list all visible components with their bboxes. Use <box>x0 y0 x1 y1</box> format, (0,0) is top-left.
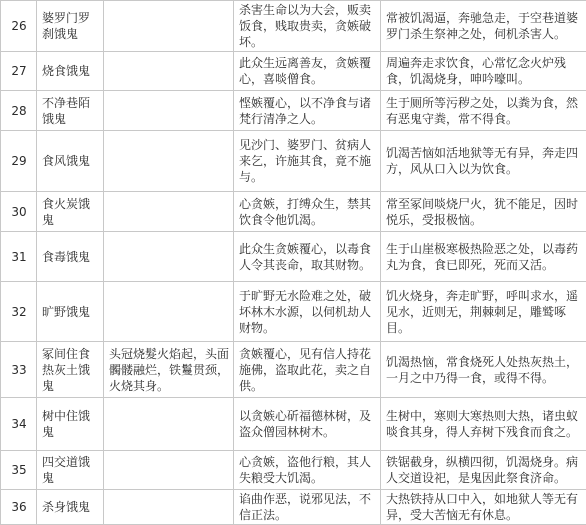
ghost-cause: 此众生贪嫉覆心，以毒食人令其丧命，取其财物。 <box>234 232 381 282</box>
ghost-name: 冢间住食热灰土饿鬼 <box>37 342 104 398</box>
table-row <box>1 192 586 232</box>
ghost-appearance <box>104 232 234 282</box>
ghost-appearance <box>104 282 234 342</box>
ghost-appearance: 头冠烧髮火焰起，头面髑髅融烂，铁鬘贯颈，火烧其身。 <box>104 342 234 398</box>
table-row <box>1 131 586 192</box>
ghost-result: 周遍奔走求饮食，心常忆念火炉残食，饥渴烧身，呻吟嚎叫。 <box>381 52 586 91</box>
ghost-name: 四交道饿鬼 <box>37 451 104 490</box>
table-row <box>1 398 586 451</box>
ghost-cause: 以贪嫉心斫福德林树，及盗众僧园林树木。 <box>234 398 381 451</box>
ghost-cause: 杀害生命以为大会，贩卖饭食，贱取贵卖，贪嫉破坏。 <box>234 1 381 52</box>
ghost-result: 生于山崖极寒极热险恶之处，以毒药丸为食，食已即死，死而又活。 <box>381 232 586 282</box>
ghost-cause: 贪嫉覆心，见有信人持花施佛，盗取此花，卖之自供。 <box>234 342 381 398</box>
row-number: 31 <box>1 232 37 282</box>
ghost-appearance <box>104 451 234 490</box>
row-number: 32 <box>1 282 37 342</box>
ghost-result: 常至冢间啖烧尸火，犹不能足，因时悦乐，受报极恼。 <box>381 192 586 232</box>
ghost-result: 饥渴苦恼如活地狱等无有异，奔走四方，风从口入以为饮食。 <box>381 131 586 192</box>
ghost-cause: 谄曲作恶，说邪见法，不信正法。 <box>234 490 381 525</box>
row-number: 34 <box>1 398 37 451</box>
table-row <box>1 52 586 91</box>
ghost-appearance <box>104 398 234 451</box>
ghost-cause: 心贪嫉，打缚众生，禁其饮食令他饥渴。 <box>234 192 381 232</box>
ghost-result: 生于厕所等污秽之处，以粪为食，然有恶鬼守粪，常不得食。 <box>381 91 586 131</box>
row-number: 36 <box>1 490 37 525</box>
row-number: 29 <box>1 131 37 192</box>
ghost-name: 烧食饿鬼 <box>37 52 104 91</box>
table-row <box>1 91 586 131</box>
row-number: 35 <box>1 451 37 490</box>
table-row <box>1 342 586 398</box>
table-row <box>1 232 586 282</box>
ghost-appearance <box>104 490 234 525</box>
table-row <box>1 451 586 490</box>
ghost-result: 常被饥渴逼，奔驰急走，于空巷道婆罗门杀生祭神之处，伺机杀害人。 <box>381 1 586 52</box>
ghost-cause: 心贪嫉，盗他行粮，其人失粮受大饥渴。 <box>234 451 381 490</box>
ghost-result: 饥火烧身，奔走旷野，呼叫求水，遥见水，近则无，荆棘刺足，雕鹫啄目。 <box>381 282 586 342</box>
ghost-cause: 悭嫉覆心，以不净食与诸梵行清净之人。 <box>234 91 381 131</box>
row-number: 33 <box>1 342 37 398</box>
ghost-result: 生树中，寒则大寒热则大热，诸虫蚁啖食其身，得人弃树下残食而食之。 <box>381 398 586 451</box>
ghost-name: 不净巷陌饿鬼 <box>37 91 104 131</box>
ghost-name: 食火炭饿鬼 <box>37 192 104 232</box>
ghost-name: 食毒饿鬼 <box>37 232 104 282</box>
table-row <box>1 490 586 525</box>
ghost-appearance <box>104 192 234 232</box>
ghost-appearance <box>104 52 234 91</box>
row-number: 30 <box>1 192 37 232</box>
ghost-result: 铁锯截身，纵横四彻，饥渴烧身。病人交道设祀，是鬼因此祭食济命。 <box>381 451 586 490</box>
table-body <box>1 1 586 525</box>
ghost-result: 大热铁持从口中入，如地狱人等无有异，受大苦恼无有休息。 <box>381 490 586 525</box>
ghost-name: 旷野饿鬼 <box>37 282 104 342</box>
ghost-name: 树中住饿鬼 <box>37 398 104 451</box>
table-row <box>1 282 586 342</box>
row-number: 28 <box>1 91 37 131</box>
row-number: 27 <box>1 52 37 91</box>
ghost-name: 食风饿鬼 <box>37 131 104 192</box>
ghost-name: 杀身饿鬼 <box>37 490 104 525</box>
ghost-cause: 于旷野无水险难之处，破坏林木水源，以伺机劫人财物。 <box>234 282 381 342</box>
ghost-cause: 此众生远离善友，贪嫉覆心，喜啖僧食。 <box>234 52 381 91</box>
ghost-appearance <box>104 1 234 52</box>
ghost-name: 婆罗门罗刹饿鬼 <box>37 1 104 52</box>
ghost-appearance <box>104 131 234 192</box>
table-row <box>1 1 586 52</box>
ghost-appearance <box>104 91 234 131</box>
ghost-result: 饥渴热恼，常食烧死人处热灰热土，一月之中乃得一食，或得不得。 <box>381 342 586 398</box>
ghost-cause: 见沙门、婆罗门、贫病人来乞，许施其食，竟不施与。 <box>234 131 381 192</box>
row-number: 26 <box>1 1 37 52</box>
